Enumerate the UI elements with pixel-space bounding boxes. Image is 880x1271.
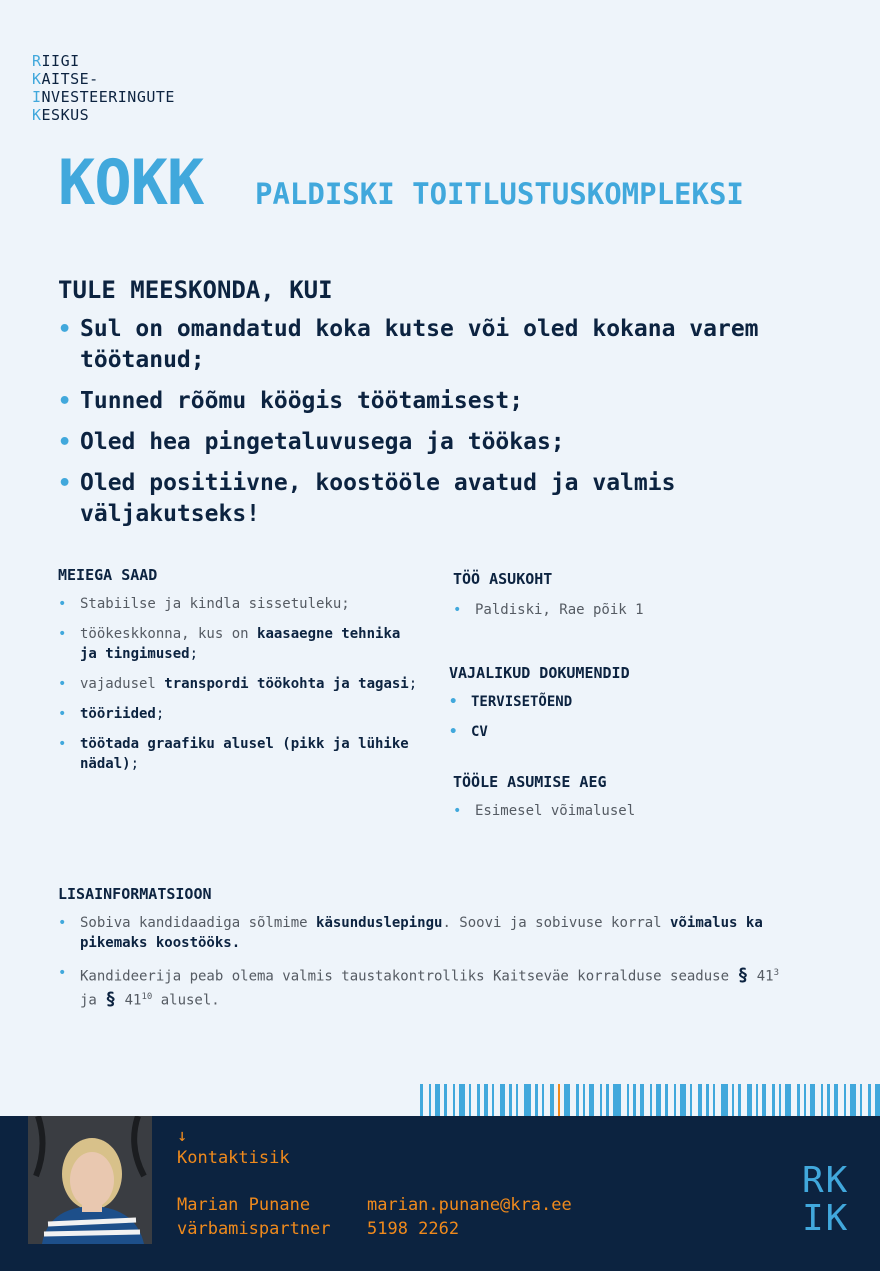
contact-label: Kontaktisik: [177, 1148, 290, 1168]
organization-logo: RIIGI KAITSE- INVESTEERINGUTE KESKUS: [32, 52, 175, 124]
additional-info-section: [58, 885, 798, 1020]
section-heading: TÖÖ ASUKOHT: [453, 570, 553, 588]
list-item: • Sobiva kandidaadiga sõlmime käsunduslepingu. Soovi ja sobivuse korral võimalus ka pikemaks koostööks.: [58, 913, 798, 953]
brand-mark: RK IK: [802, 1160, 850, 1239]
list-item: • töötada graafiku alusel (pikk ja lühike nädal);: [58, 734, 418, 774]
list-item: • Paldiski, Rae põik 1: [453, 600, 833, 620]
contact-email[interactable]: marian.punane@kra.ee: [367, 1195, 572, 1215]
list-item: • vajadusel transpordi töökohta ja tagasi;: [58, 674, 418, 694]
list-item: • Stabiilse ja kindla sissetuleku;: [58, 594, 418, 614]
portrait-photo: [28, 1116, 152, 1244]
list-item: • Kandideerija peab olema valmis taustakontrolliks Kaitseväe korralduse seaduse § $41^3$ ja § $41^{10}$ alusel.: [58, 963, 798, 1010]
list-item: • töökeskkonna, kus on kaasaegne tehnika ja tingimused;: [58, 624, 418, 664]
contact-phone[interactable]: 5198 2262: [367, 1219, 460, 1239]
list-item: • Oled hea pingetaluvusega ja töökas;: [58, 427, 818, 458]
list-item: • Esimesel võimalusel: [453, 801, 833, 821]
contact-role: värbamispartner: [177, 1219, 331, 1239]
benefits-section: [58, 566, 418, 784]
list-item: • CV: [449, 722, 829, 742]
job-location-title: PALDISKI TOITLUSTUSKOMPLEKSI: [255, 177, 744, 211]
list-item: • Sul on omandatud koka kutse või oled kokana varem töötanud;: [58, 314, 818, 376]
list-item: • TERVISETÕEND: [449, 692, 829, 712]
documents-section: [449, 664, 829, 752]
requirements-list: [58, 314, 818, 540]
list-item: • Oled positiivne, koostööle avatud ja valmis väljakutseks!: [58, 468, 818, 530]
start-section: [453, 773, 833, 831]
contact-name: Marian Punane: [177, 1195, 311, 1215]
job-title: KOKK: [58, 146, 204, 219]
list-item: • tööriided;: [58, 704, 418, 724]
list-item: • Tunned rõõmu köögis töötamisest;: [58, 386, 818, 417]
section-heading: VAJALIKUD DOKUMENDID: [449, 664, 630, 682]
section-heading: MEIEGA SAAD: [58, 566, 158, 584]
contact-arrow-icon: ↓: [177, 1126, 188, 1146]
section-heading: LISAINFORMATSIOON: [58, 885, 212, 903]
location-section: [453, 570, 833, 630]
intro-heading: TULE MEESKONDA, KUI: [58, 276, 333, 304]
section-heading: TÖÖLE ASUMISE AEG: [453, 773, 607, 791]
